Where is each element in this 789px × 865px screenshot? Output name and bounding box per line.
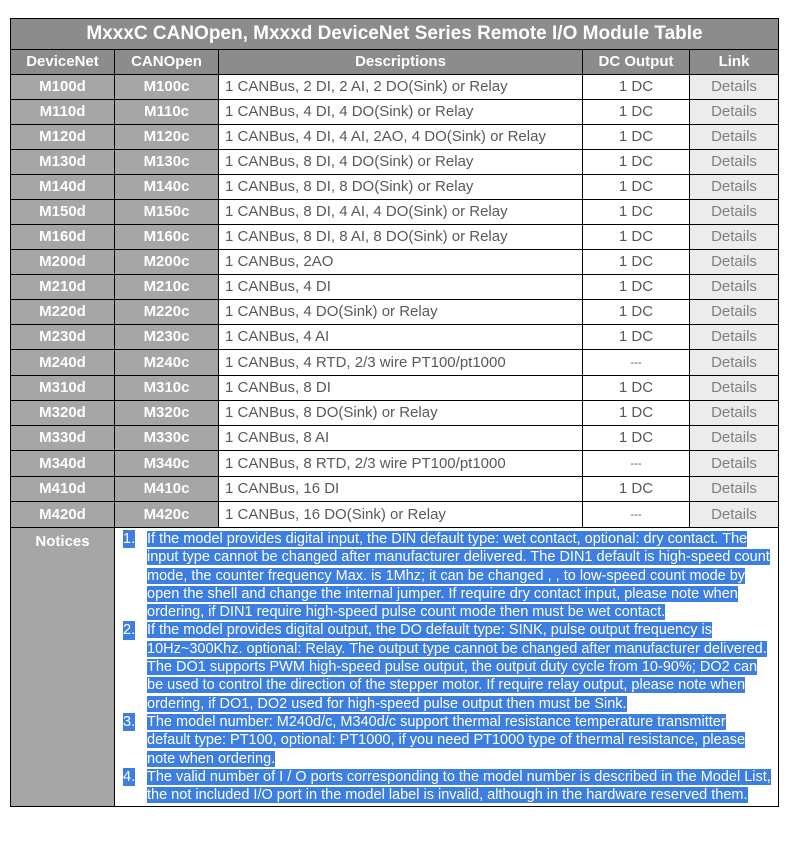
row-dc-output: ---	[630, 357, 642, 369]
devicenet-model: M140d	[39, 178, 86, 195]
devicenet-model: M200d	[39, 253, 86, 270]
row-details-link[interactable]: Details	[711, 379, 757, 396]
row-details-link[interactable]: Details	[711, 278, 757, 295]
devicenet-model: M120d	[39, 128, 86, 145]
notice-number: 1.	[123, 531, 136, 547]
notice-text: If the model provides digital input, the DIN default type: wet contact, optional: dry contact. The input type cannot be changed after manufacturer delivered. The DIN1 default is high-speed count mode, the counter frequency Max. is 1Mhz; it can be changed , , to low-speed count mode by open the shell and change the internal jumper. If require dry contact input, please note when ordering, if DIN1 require high-speed pulse count mode then must be wet contact.	[147, 531, 770, 621]
canopen-model-cell	[115, 200, 219, 225]
row-dc-output: 1 DC	[618, 429, 654, 446]
canopen-model-cell	[115, 225, 219, 250]
row-dc-output: 1 DC	[618, 303, 654, 320]
row-details-link[interactable]: Details	[711, 203, 757, 220]
table-row	[11, 401, 779, 426]
canopen-model: M340c	[143, 454, 190, 472]
row-dc-output: 1 DC	[618, 153, 654, 170]
devicenet-model: M320d	[39, 404, 86, 421]
row-dc-output-cell	[583, 275, 690, 300]
canopen-model: M120c	[143, 128, 190, 145]
row-description-cell	[219, 150, 583, 175]
row-details-link-cell[interactable]	[690, 477, 779, 502]
devicenet-model: M310d	[39, 379, 86, 396]
row-description: 1 CANBus, 4 DI, 4 AI, 2AO, 4 DO(Sink) or Relay	[225, 128, 546, 145]
row-details-link[interactable]: Details	[711, 128, 757, 145]
devicenet-model-cell	[11, 175, 115, 200]
header-devicenet: DeviceNet	[11, 50, 115, 75]
canopen-model: M100c	[143, 78, 190, 95]
table-row	[11, 75, 779, 100]
row-dc-output-cell	[583, 477, 690, 502]
row-description-cell	[219, 125, 583, 150]
row-description: 1 CANBus, 8 DO(Sink) or Relay	[225, 404, 438, 421]
row-dc-output: 1 DC	[618, 379, 654, 396]
row-description-cell	[219, 250, 583, 275]
canopen-model: M200c	[143, 253, 190, 270]
canopen-model: M330c	[143, 429, 190, 446]
devicenet-model-cell	[11, 451, 115, 477]
canopen-model: M220c	[143, 303, 190, 320]
devicenet-model: M340d	[39, 454, 86, 472]
row-description: 1 CANBus, 16 DI	[225, 480, 340, 497]
row-details-link-cell[interactable]	[690, 376, 779, 401]
canopen-model-cell	[115, 175, 219, 200]
row-description-cell	[219, 325, 583, 350]
devicenet-model-cell	[11, 225, 115, 250]
devicenet-model-cell	[11, 300, 115, 325]
row-dc-output-cell	[583, 325, 690, 350]
canopen-model-cell	[115, 350, 219, 376]
table-row	[11, 100, 779, 125]
row-dc-output-cell	[583, 401, 690, 426]
row-dc-output-cell	[583, 376, 690, 401]
row-details-link-cell[interactable]	[690, 325, 779, 350]
notice-item	[121, 768, 772, 805]
canopen-model-cell	[115, 250, 219, 275]
row-details-link[interactable]: Details	[711, 303, 757, 320]
row-details-link-cell[interactable]	[690, 350, 779, 376]
row-details-link[interactable]: Details	[711, 178, 757, 195]
canopen-model: M130c	[143, 153, 190, 170]
canopen-model-cell	[115, 426, 219, 451]
row-dc-output: 1 DC	[618, 328, 654, 345]
devicenet-model: M410d	[39, 480, 86, 497]
notice-number: 4.	[123, 768, 136, 785]
canopen-model: M160c	[143, 228, 190, 245]
row-details-link-cell[interactable]	[690, 426, 779, 451]
row-description: 1 CANBus, 8 DI, 8 DO(Sink) or Relay	[225, 178, 474, 195]
canopen-model-cell	[115, 150, 219, 175]
table-row	[11, 451, 779, 477]
row-description: 1 CANBus, 4 AI	[225, 328, 330, 345]
row-description: 1 CANBus, 2AO	[225, 253, 334, 270]
row-description-cell	[219, 175, 583, 200]
row-description-cell	[219, 100, 583, 125]
devicenet-model-cell	[11, 250, 115, 275]
canopen-model-cell	[115, 401, 219, 426]
table-row	[11, 376, 779, 401]
devicenet-model: M220d	[39, 303, 86, 320]
row-details-link[interactable]: Details	[711, 228, 757, 245]
row-dc-output-cell	[583, 451, 690, 477]
notices-list	[121, 530, 772, 804]
canopen-model-cell	[115, 502, 219, 528]
row-description: 1 CANBus, 2 DI, 2 AI, 2 DO(Sink) or Relay	[225, 78, 508, 95]
devicenet-model-cell	[11, 401, 115, 426]
row-description: 1 CANBus, 4 RTD, 2/3 wire PT100/pt1000	[225, 353, 506, 371]
canopen-model-cell	[115, 376, 219, 401]
row-dc-output-cell	[583, 300, 690, 325]
row-details-link[interactable]: Details	[711, 153, 757, 170]
row-dc-output: 1 DC	[618, 404, 654, 421]
devicenet-model: M160d	[39, 228, 86, 245]
canopen-model: M140c	[143, 178, 190, 195]
canopen-model: M150c	[143, 203, 190, 220]
row-description: 1 CANBus, 8 RTD, 2/3 wire PT100/pt1000	[225, 454, 506, 472]
devicenet-model: M230d	[39, 328, 86, 345]
table-row	[11, 125, 779, 150]
row-description: 1 CANBus, 8 DI, 8 AI, 8 DO(Sink) or Relay	[225, 228, 508, 245]
devicenet-model-cell	[11, 325, 115, 350]
canopen-model-cell	[115, 125, 219, 150]
devicenet-model-cell	[11, 376, 115, 401]
row-details-link-cell[interactable]	[690, 275, 779, 300]
devicenet-model-cell	[11, 502, 115, 528]
canopen-model-cell	[115, 451, 219, 477]
row-description: 1 CANBus, 8 DI, 4 AI, 4 DO(Sink) or Relay	[225, 203, 508, 220]
devicenet-model: M240d	[39, 353, 86, 371]
canopen-model-cell	[115, 325, 219, 350]
row-details-link-cell[interactable]	[690, 200, 779, 225]
row-details-link[interactable]: Details	[711, 454, 757, 472]
header-canopen: CANOpen	[115, 50, 219, 75]
row-dc-output: 1 DC	[618, 203, 654, 220]
devicenet-model-cell	[11, 125, 115, 150]
row-dc-output-cell	[583, 426, 690, 451]
devicenet-model: M420d	[39, 505, 86, 523]
devicenet-model-cell	[11, 200, 115, 225]
notice-item	[121, 713, 772, 768]
table-row	[11, 175, 779, 200]
canopen-model: M230c	[143, 328, 190, 345]
row-details-link-cell[interactable]	[690, 300, 779, 325]
canopen-model: M240c	[143, 353, 190, 371]
row-details-link[interactable]: Details	[711, 253, 757, 270]
table-row	[11, 502, 779, 528]
row-details-link-cell[interactable]	[690, 125, 779, 150]
row-description-cell	[219, 75, 583, 100]
canopen-model: M410c	[143, 480, 190, 497]
devicenet-model: M150d	[39, 203, 86, 220]
row-description-cell	[219, 401, 583, 426]
row-dc-output: 1 DC	[618, 278, 654, 295]
row-details-link[interactable]: Details	[711, 505, 757, 523]
notice-text: The valid number of I / O ports corresponding to the model number is described in the Model List, the not included I/O port in the model label is invalid, although in the hardware reserved them.	[147, 768, 771, 804]
row-details-link-cell[interactable]	[690, 75, 779, 100]
notice-number: 2.	[123, 622, 136, 639]
row-details-link-cell[interactable]	[690, 100, 779, 125]
row-dc-output: 1 DC	[618, 480, 654, 497]
row-dc-output-cell	[583, 100, 690, 125]
row-dc-output: 1 DC	[618, 178, 654, 195]
table-row	[11, 275, 779, 300]
table-row	[11, 225, 779, 250]
row-dc-output-cell	[583, 150, 690, 175]
devicenet-model: M110d	[39, 103, 86, 120]
row-details-link[interactable]: Details	[711, 103, 757, 120]
canopen-model: M420c	[143, 505, 190, 523]
row-dc-output-cell	[583, 350, 690, 376]
row-details-link-cell[interactable]	[690, 225, 779, 250]
table-body	[11, 75, 779, 528]
row-dc-output-cell	[583, 225, 690, 250]
row-description: 1 CANBus, 4 DO(Sink) or Relay	[225, 303, 438, 320]
row-description-cell	[219, 300, 583, 325]
notice-item	[121, 621, 772, 712]
row-dc-output: 1 DC	[618, 253, 654, 270]
module-table-container	[10, 18, 778, 807]
row-description-cell	[219, 225, 583, 250]
notice-item	[121, 530, 772, 621]
row-dc-output-cell	[583, 250, 690, 275]
row-details-link-cell[interactable]	[690, 250, 779, 275]
row-details-link-cell[interactable]	[690, 150, 779, 175]
devicenet-model: M100d	[39, 78, 86, 95]
row-dc-output-cell	[583, 175, 690, 200]
canopen-model: M320c	[143, 404, 190, 421]
devicenet-model-cell	[11, 75, 115, 100]
notice-text: If the model provides digital output, the DO default type: SINK, pulse output frequency is 10Hz~300Khz. optional: Relay. The output type cannot be changed after manufacturer delivered. The DO1 supports PWM high-speed pulse output, the output duty cycle from 10-90%; DO2 can be used to control the direction of the stepper motor. If require relay output, please note when ordering, if DO1, DO2 used for high-speed pulse output then must be Sink.	[147, 622, 767, 712]
canopen-model: M210c	[143, 278, 190, 295]
table-row	[11, 250, 779, 275]
devicenet-model: M330d	[39, 429, 86, 446]
row-details-link[interactable]: Details	[711, 353, 757, 371]
row-description-cell	[219, 350, 583, 376]
row-details-link-cell[interactable]	[690, 401, 779, 426]
row-dc-output: ---	[630, 458, 642, 470]
row-details-link-cell[interactable]	[690, 502, 779, 528]
notice-text: The model number: M240d/c, M340d/c support thermal resistance temperature transmitter default type: PT100, optional: PT1000, if you need PT1000 type of thermal resistance, please note when ordering.	[147, 713, 746, 767]
row-description-cell	[219, 477, 583, 502]
module-table	[10, 18, 779, 807]
row-dc-output: 1 DC	[618, 128, 654, 145]
canopen-model: M110c	[143, 103, 190, 120]
row-description: 1 CANBus, 8 DI, 4 DO(Sink) or Relay	[225, 153, 474, 170]
canopen-model: M310c	[143, 379, 190, 396]
row-dc-output-cell	[583, 125, 690, 150]
devicenet-model-cell	[11, 426, 115, 451]
row-dc-output-cell	[583, 200, 690, 225]
row-details-link-cell[interactable]	[690, 175, 779, 200]
table-row	[11, 325, 779, 350]
row-description-cell	[219, 275, 583, 300]
notice-number: 3.	[123, 713, 136, 730]
table-title: MxxxC CANOpen, Mxxxd DeviceNet Series Remote I/O Module Table	[11, 19, 779, 50]
header-dc-output: DC Output	[583, 50, 690, 75]
row-dc-output: ---	[630, 509, 642, 521]
row-dc-output: 1 DC	[618, 78, 654, 95]
canopen-model-cell	[115, 75, 219, 100]
row-description: 1 CANBus, 4 DI	[225, 278, 331, 295]
row-details-link[interactable]: Details	[711, 404, 757, 421]
devicenet-model: M210d	[39, 278, 86, 295]
row-details-link[interactable]: Details	[711, 480, 757, 497]
row-dc-output: 1 DC	[618, 228, 654, 245]
canopen-model-cell	[115, 275, 219, 300]
header-link: Link	[690, 50, 779, 75]
row-description: 1 CANBus, 8 DI	[225, 379, 331, 396]
devicenet-model-cell	[11, 150, 115, 175]
table-row	[11, 150, 779, 175]
row-dc-output-cell	[583, 75, 690, 100]
header-descriptions: Descriptions	[219, 50, 583, 75]
row-details-link-cell[interactable]	[690, 451, 779, 477]
table-row	[11, 200, 779, 225]
row-details-link[interactable]: Details	[711, 429, 757, 446]
table-row	[11, 426, 779, 451]
row-details-link[interactable]: Details	[711, 328, 757, 345]
devicenet-model: M130d	[39, 153, 86, 170]
row-description-cell	[219, 426, 583, 451]
canopen-model-cell	[115, 300, 219, 325]
table-row	[11, 477, 779, 502]
row-description-cell	[219, 376, 583, 401]
canopen-model-cell	[115, 100, 219, 125]
row-description: 1 CANBus, 8 AI	[225, 429, 330, 446]
notices-label: Notices	[11, 528, 115, 807]
devicenet-model-cell	[11, 275, 115, 300]
row-description: 1 CANBus, 16 DO(Sink) or Relay	[225, 505, 446, 523]
table-row	[11, 300, 779, 325]
row-description-cell	[219, 502, 583, 528]
row-details-link[interactable]: Details	[711, 78, 757, 95]
devicenet-model-cell	[11, 100, 115, 125]
devicenet-model-cell	[11, 477, 115, 502]
row-dc-output: 1 DC	[618, 103, 654, 120]
devicenet-model-cell	[11, 350, 115, 376]
row-description-cell	[219, 451, 583, 477]
row-description: 1 CANBus, 4 DI, 4 DO(Sink) or Relay	[225, 103, 474, 120]
row-description-cell	[219, 200, 583, 225]
table-row	[11, 350, 779, 376]
row-dc-output-cell	[583, 502, 690, 528]
notices-cell	[115, 528, 779, 807]
canopen-model-cell	[115, 477, 219, 502]
